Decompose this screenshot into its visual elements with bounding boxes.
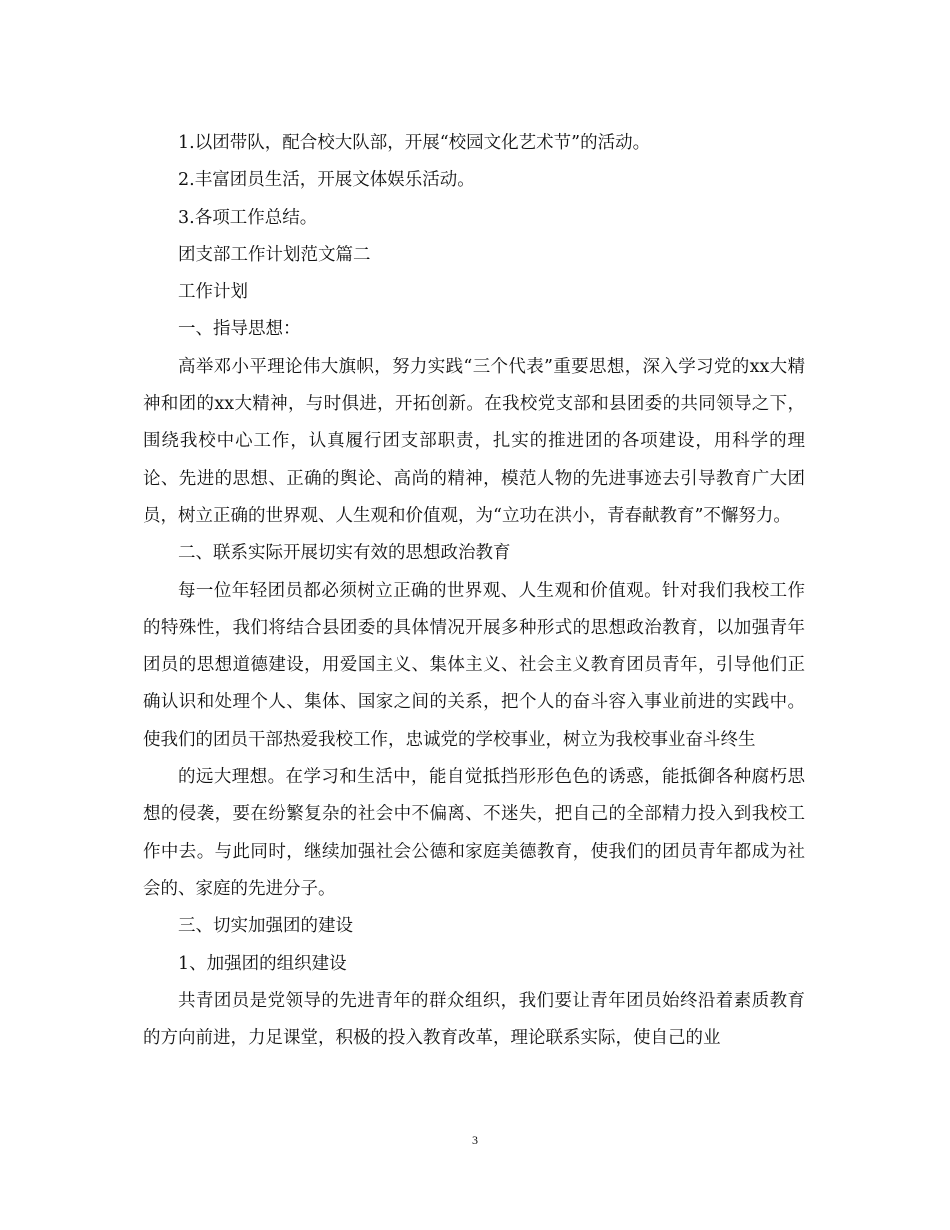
list-item-3: 3.各项工作总结。 (178, 207, 318, 228)
body-paragraph: 的远大理想。在学习和生活中，能自觉抵挡形形色色的诱惑，能抵御各种腐朽思想的侵袭，要在纷繁复杂的社会中不偏离、不迷失，把自己的全部精力投入到我校工作中去。与此同时，继续加强社会公德和家庭美德教育，使我们的团员青年都成为社会的、家庭的先进分子。 (143, 767, 805, 899)
list-item-2: 2.丰富团员生活，开展文体娱乐活动。 (178, 170, 475, 191)
body-paragraph: 每一位年轻团员都必须树立正确的世界观、人生观和价值观。针对我们我校工作的特殊性，我们将结合县团委的具体情况开展多种形式的思想政治教育，以加强青年团员的思想道德建设，用爱国主义、集体主义、社会主义教育团员青年，引导他们正确认识和处理个人、集体、国家之间的关系，把个人的奋斗容入事业前进的实践中。使我们的团员干部热爱我校工作，忠诚党的学校事业，树立为我校事业奋斗终生 (143, 580, 805, 750)
body-paragraph: 共青团员是党领导的先进青年的群众组织，我们要让青年团员始终沿着素质教育的方向前进，力足课堂，积极的投入教育改革，理论联系实际，使自己的业 (143, 990, 805, 1049)
document-body (143, 125, 805, 1057)
section-title: 团支部工作计划范文篇二 (178, 244, 371, 265)
heading-political-education: 二、联系实际开展切实有效的思想政治教育 (178, 543, 511, 564)
page-number: 3 (472, 1133, 478, 1147)
heading-guiding-ideology: 一、指导思想： (178, 319, 301, 340)
heading-team-building: 三、切实加强团的建设 (178, 916, 353, 937)
subsection-title: 工作计划 (178, 282, 248, 303)
body-paragraph: 高举邓小平理论伟大旗帜，努力实践“三个代表”重要思想，深入学习党的xx大精神和团的xx大精神，与时俱进，开拓创新。在我校党支部和县团委的共同领导之下，围绕我校中心工作，认真履行团支部职责，扎实的推进团的各项建设，用科学的理论、先进的思想、正确的舆论、高尚的精神，模范人物的先进事迹去引导教育广大团员，树立正确的世界观、人生观和价值观，为“立功在洪小，青春献教育”不懈努力。 (143, 356, 805, 526)
list-item-1: 1.以团带队，配合校大队部，开展“校园文化艺术节”的活动。 (178, 133, 651, 153)
heading-organization-building: 1、加强团的组织建设 (178, 953, 347, 974)
